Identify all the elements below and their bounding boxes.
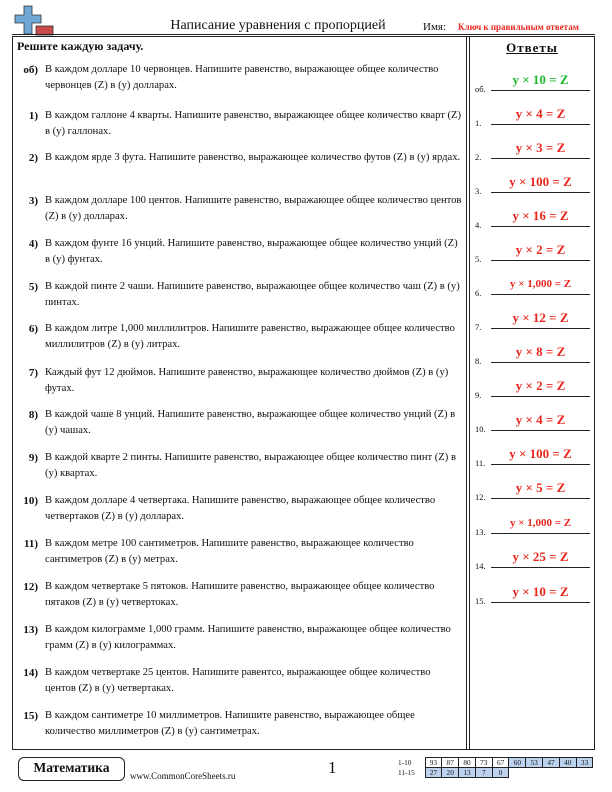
question-number: 1): [28, 110, 38, 122]
answer-line: [491, 533, 590, 534]
question-text: В каждой кварте 2 пинты. Напишите равенство, выражающее общее количество пинт (Z) в (у) квартах.: [45, 452, 456, 479]
question-text: В каждом долларе 4 четвертака. Напишите равенство, выражающее общее количество четвертаков (Z) в (у) долларах.: [45, 495, 436, 522]
page-header: [0, 0, 612, 38]
name-label: Имя:: [423, 21, 447, 33]
score-cell: 53: [526, 758, 543, 768]
answer-label: 1.: [475, 118, 482, 128]
site-url: www.CommonCoreSheets.ru: [130, 771, 236, 781]
question-text: В каждом сантиметре 10 миллиметров. Напишите равенство, выражающее общее количество миллиметров (Z) в (у) сантиметрах.: [45, 710, 415, 737]
score-cell: 67: [492, 758, 509, 768]
answer-value: y × 1,000 = Z: [509, 278, 572, 290]
answer-line: [491, 90, 590, 91]
score-row: [398, 758, 593, 768]
question-text: Каждый фут 12 дюймов. Напишите равенство, выражающее количество дюймов (Z) в (у) футах.: [45, 367, 449, 394]
answer-line: [491, 294, 590, 295]
score-table: [398, 757, 593, 778]
question-text: В каждой пинте 2 чаши. Напишите равенство, выражающее общее количество чаш (Z) в (у) пинтах.: [45, 281, 460, 308]
question-text: В каждом ярде 3 фута. Напишите равенство, выражающее количество футов (Z) в (у) ярдах.: [45, 152, 461, 163]
question-number: 10): [23, 495, 38, 507]
answer-label: 4.: [475, 220, 482, 230]
score-cell: 7: [475, 768, 492, 778]
answer-value: y × 4 = Z: [515, 106, 566, 121]
question-number: 5): [28, 281, 38, 293]
question-number: 8): [28, 409, 38, 421]
question-number: 3): [28, 195, 38, 207]
question-number: 9): [28, 452, 38, 464]
question-number: 13): [23, 624, 38, 636]
answer-line: [491, 328, 590, 329]
answer-value: y × 16 = Z: [512, 208, 569, 223]
question-text: В каждом долларе 100 центов. Напишите равенство, выражающее общее количество центов (Z) в (у) долларах.: [45, 195, 462, 222]
answer-value: y × 3 = Z: [515, 140, 566, 155]
score-cell: 60: [509, 758, 526, 768]
question-number: 12): [23, 581, 38, 593]
score-cell: 73: [475, 758, 492, 768]
answer-column-divider: [466, 36, 467, 750]
name-value: Ключ к правильным ответам: [458, 22, 579, 32]
question-text: В каждом метре 100 сантиметров. Напишите равенство, выражающее количество сантиметров (Z) в (у) метрах.: [45, 538, 414, 565]
header-divider: [12, 34, 595, 35]
answer-value: y × 10 = Z: [512, 72, 569, 87]
answer-line: [491, 158, 590, 159]
answer-value: y × 2 = Z: [515, 242, 566, 257]
answer-label: 3.: [475, 186, 482, 196]
answer-line: [491, 396, 590, 397]
answer-value: y × 10 = Z: [512, 584, 569, 599]
answer-line: [491, 192, 590, 193]
question-number: 6): [28, 323, 38, 335]
question-number: 14): [23, 667, 38, 679]
score-cell: 27: [425, 768, 442, 778]
answer-value: y × 100 = Z: [509, 174, 572, 189]
score-cell: 33: [576, 758, 593, 768]
question-number: 15): [23, 710, 38, 722]
answer-label: 5.: [475, 254, 482, 264]
answer-label: об.: [475, 84, 486, 94]
score-range: 11-15: [398, 768, 415, 777]
answer-label: 13.: [475, 527, 486, 537]
question-number: об): [23, 64, 38, 76]
score-cell: 93: [425, 758, 442, 768]
score-cell: 80: [459, 758, 476, 768]
question-text: В каждом четвертаке 25 центов. Напишите равентсо, выражающее общее количество центов (Z) в (у) четвертаках.: [45, 667, 431, 694]
question-text: В каждом фунте 16 унций. Напишите равенство, выражающее общее количество унций (Z) в (у) фунтах.: [45, 238, 458, 265]
page-title: Написание уравнения с пропорцией: [170, 18, 386, 33]
answer-value: y × 5 = Z: [515, 480, 566, 495]
answer-column-divider-inner: [469, 36, 470, 750]
answer-value: y × 1,000 = Z: [509, 517, 572, 529]
answer-label: 12.: [475, 492, 486, 502]
question-number: 2): [28, 152, 38, 164]
answer-label: 14.: [475, 561, 486, 571]
answer-value: y × 8 = Z: [515, 344, 566, 359]
score-cell: 13: [459, 768, 476, 778]
question-text: В каждом четвертаке 5 пятоков. Напишите равенство, выражающее общее количество пятаков (Z) в (у) четвертоках.: [45, 581, 435, 608]
answer-label: 9.: [475, 390, 482, 400]
answer-line: [491, 260, 590, 261]
answer-label: 6.: [475, 288, 482, 298]
score-cell: 0: [492, 768, 509, 778]
answer-value: y × 12 = Z: [512, 310, 569, 325]
answer-line: [491, 567, 590, 568]
question-text: В каждом килограмме 1,000 грамм. Напишите равенство, выражающее общее количество грамм (Z) в (у) килограммах.: [45, 624, 451, 651]
answer-line: [491, 226, 590, 227]
score-range: 1-10: [398, 758, 412, 767]
answer-label: 7.: [475, 322, 482, 332]
question-text: В каждом литре 1,000 миллилитров. Напишите равенство, выражающее общее количество миллилитров (Z) в (у) литрах.: [45, 323, 455, 350]
answer-value: y × 100 = Z: [509, 446, 572, 461]
score-row: [398, 768, 593, 778]
answer-line: [491, 124, 590, 125]
score-cell: 47: [543, 758, 560, 768]
subject-label: Математика: [33, 760, 110, 775]
answers-heading: Ответы: [506, 40, 558, 55]
question-number: 4): [28, 238, 38, 250]
question-text: В каждом долларе 10 червонцев. Напишите равенство, выражающее общее количество червонцев (Z) в (у) долларах.: [45, 64, 439, 91]
score-cell: 87: [442, 758, 459, 768]
score-cell: 20: [442, 768, 459, 778]
page-number: 1: [328, 758, 337, 777]
answer-line: [491, 430, 590, 431]
answer-label: 10.: [475, 424, 486, 434]
question-text: В каждом галлоне 4 кварты. Напишите равенство, выражающее общее количество кварт (Z) в (у) галлонах.: [45, 110, 462, 137]
answer-line: [491, 602, 590, 603]
question-number: 7): [28, 367, 38, 379]
answer-label: 2.: [475, 152, 482, 162]
answer-line: [491, 464, 590, 465]
answer-line: [491, 498, 590, 499]
answer-label: 11.: [475, 458, 486, 468]
score-cell: 40: [559, 758, 576, 768]
answer-label: 15.: [475, 596, 486, 606]
answer-label: 8.: [475, 356, 482, 366]
answer-value: y × 25 = Z: [512, 549, 569, 564]
answer-value: y × 4 = Z: [515, 412, 566, 427]
instructions: Решите каждую задачу.: [17, 39, 144, 53]
answer-line: [491, 362, 590, 363]
answer-value: y × 2 = Z: [515, 378, 566, 393]
question-text: В каждой чаше 8 унций. Напишите равенство, выражающее общее количество унций (Z) в (у) чашах.: [45, 409, 456, 436]
question-number: 11): [23, 538, 38, 550]
